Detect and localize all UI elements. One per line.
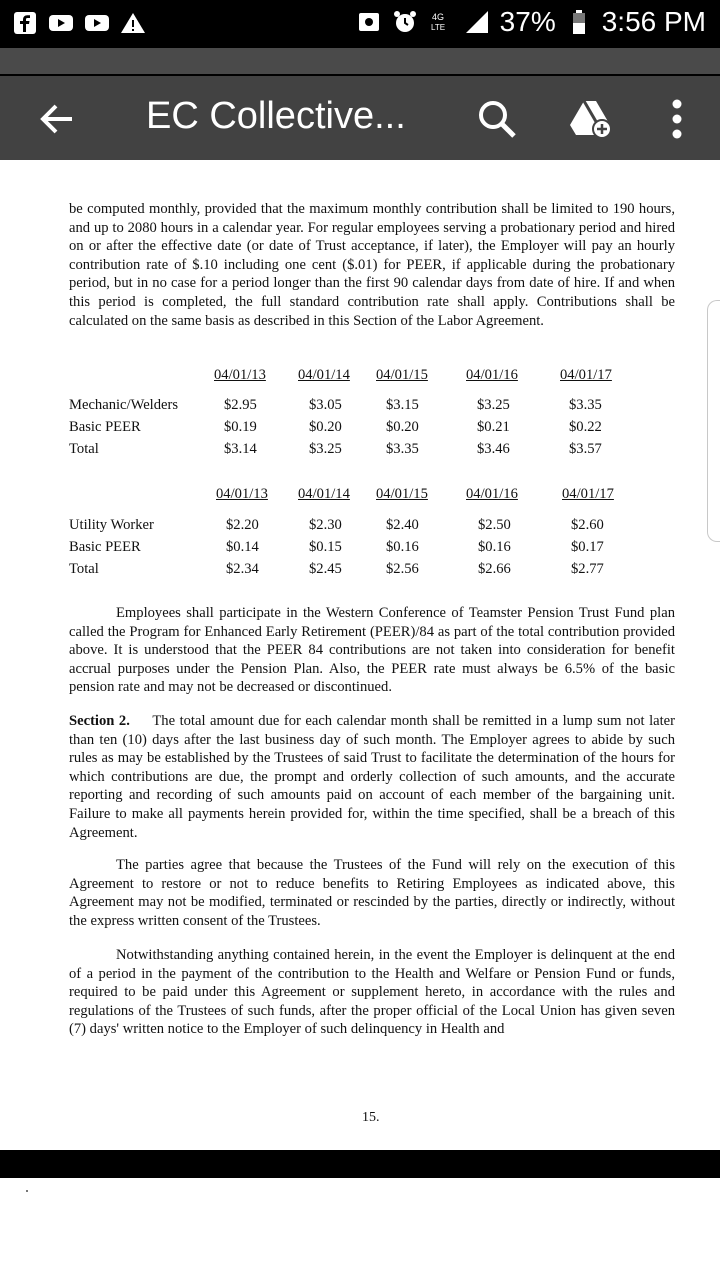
section-2-label: Section 2.: [69, 713, 130, 729]
warning-icon: [120, 10, 146, 36]
table-cell: $3.25: [309, 441, 342, 457]
paragraph-3: The parties agree that because the Trustees of the Fund will rely on the execution of this Agreement to restore or not to reduce benefits to Retiring Employees as indicated above, this Agreement may not be modified, terminated or rescinded by the parties, directly or indirectly, without the express written consent of the Trustees.: [69, 857, 675, 929]
table-cell: $0.16: [386, 539, 419, 555]
table-cell: $2.95: [224, 397, 257, 413]
section-2-paragraph: [69, 712, 675, 842]
app-bar: [0, 74, 720, 162]
table-2-header-cell: 04/01/15: [376, 486, 428, 502]
svg-text:4G: 4G: [431, 12, 444, 22]
row-label: Total: [69, 441, 99, 457]
row-label: Utility Worker: [69, 517, 154, 533]
table-cell: $0.15: [309, 539, 342, 555]
table-cell: $2.66: [478, 561, 511, 577]
table-cell: $3.05: [309, 397, 342, 413]
table-1-header-cell: 04/01/17: [560, 367, 612, 383]
table-cell: $3.35: [569, 397, 602, 413]
row-label: Mechanic/Welders: [69, 397, 179, 413]
table-cell: $0.14: [226, 539, 259, 555]
photo-notification-icon: [356, 9, 382, 35]
lte-icon: [428, 9, 454, 35]
table-cell: $0.17: [571, 539, 604, 555]
document-title: EC Collective...: [146, 95, 406, 137]
table-1-header-cell: 04/01/13: [214, 367, 266, 383]
section-2-text: The total amount due for each calendar month shall be remitted in a lump sum not later than ten (10) days after the last business day of such month. The Employer agrees to abide by such rules as may be established by the Trustees of said Trust to facilitate the determination of the hours for which contributions are due, the prompt and orderly collection of such amounts, and the accurate reporting and recording of such amounts paid on account of each member of the bargaining unit. Failure to make all payments herein provided for, within the time specified, shall be a breach of this Agreement.: [69, 713, 676, 841]
clock: 3:56 PM: [601, 6, 706, 37]
drive-add-icon[interactable]: [566, 94, 616, 144]
facebook-notification-icon: [12, 10, 38, 36]
paragraph-2: Employees shall participate in the Western Conference of Teamster Pension Trust Fund plan called the Program for Enhanced Early Retirement (PEER)/84 as part of the total contribution provided above. It is understood that the PEER 84 contributions are not taken into consideration for benefit accrual purposes under the Pension Plan. Also, the PEER rate must always be 6.5% of the basic pension rate and may not be decreased or discontinued.: [69, 605, 675, 696]
table-cell: $2.77: [571, 561, 604, 577]
table-cell: $2.20: [226, 517, 259, 533]
alarm-icon: [392, 9, 418, 35]
back-arrow-icon[interactable]: [36, 98, 78, 140]
table-1-header-cell: 04/01/15: [376, 367, 428, 383]
table-cell: $3.57: [569, 441, 602, 457]
table-cell: $0.21: [477, 419, 510, 435]
paragraph-4: Notwithstanding anything contained herein, in the event the Employer is delinquent at the end of a period in the payment of the contribution to the Health and Welfare or Pension Fund or funds, required to be paid under this Agreement or supplement hereto, in accordance with the rules and regulations of the Trustees of such funds, after the proper official of the Local Union has given seven (7) days' written notice to the Employer of such delinquency in Health and: [69, 947, 675, 1038]
table-cell: $3.25: [477, 397, 510, 413]
table-2-header-cell: 04/01/17: [562, 486, 614, 502]
row-label: Basic PEER: [69, 419, 141, 435]
more-vert-icon[interactable]: [652, 94, 702, 144]
row-label: Total: [69, 561, 99, 577]
signal-icon: [464, 9, 490, 35]
status-bar: [0, 0, 720, 48]
table-1-header-cell: 04/01/16: [466, 367, 518, 383]
table-cell: $0.22: [569, 419, 602, 435]
table-cell: $3.35: [386, 441, 419, 457]
table-cell: $0.16: [478, 539, 511, 555]
table-cell: $2.34: [226, 561, 259, 577]
table-cell: $3.15: [386, 397, 419, 413]
table-1-header-cell: 04/01/14: [298, 367, 350, 383]
table-cell: $2.50: [478, 517, 511, 533]
table-cell: $2.56: [386, 561, 419, 577]
page-separator: [0, 1150, 720, 1178]
battery-icon: [566, 9, 592, 35]
table-cell: $2.45: [309, 561, 342, 577]
next-page: [0, 1178, 720, 1280]
table-2-header-cell: 04/01/13: [216, 486, 268, 502]
search-icon[interactable]: [472, 94, 522, 144]
youtube-notification-icon-2: [84, 10, 110, 36]
status-gap: [0, 48, 720, 74]
youtube-notification-icon: [48, 10, 74, 36]
svg-text:LTE: LTE: [430, 23, 445, 32]
page-number: 15.: [362, 1110, 380, 1125]
table-cell: $0.20: [309, 419, 342, 435]
table-cell: $3.46: [477, 441, 510, 457]
paragraph-1: be computed monthly, provided that the maximum monthly contribution shall be limited to 190 hours, and up to 2080 hours in a calendar year. For regular employees serving a probationary period and hired on or after the effective date (or date of Trust acceptance, if later), the Employer will pay an hourly contribution rate of $.10 including one cent ($.01) for PEER, if applicable during the probationary period, but in no case for a period longer than the first 90 calendar days from date of hire. If and when this period is completed, the full standard contribution rate shall apply. Contributions shall be calculated on the same basis as described in this Section of the Labor Agreement.: [69, 201, 675, 329]
fast-scroll-handle[interactable]: [707, 300, 720, 542]
table-cell: $2.30: [309, 517, 342, 533]
table-cell: $0.19: [224, 419, 257, 435]
battery-percent: 37%: [499, 6, 556, 37]
table-cell: $0.20: [386, 419, 419, 435]
document-page: [0, 160, 720, 1150]
table-2-header-cell: 04/01/14: [298, 486, 350, 502]
table-cell: $2.60: [571, 517, 604, 533]
row-label: Basic PEER: [69, 539, 141, 555]
table-2-header-cell: 04/01/16: [466, 486, 518, 502]
table-cell: $3.14: [224, 441, 257, 457]
table-cell: $2.40: [386, 517, 419, 533]
page-mark: [26, 1190, 28, 1192]
